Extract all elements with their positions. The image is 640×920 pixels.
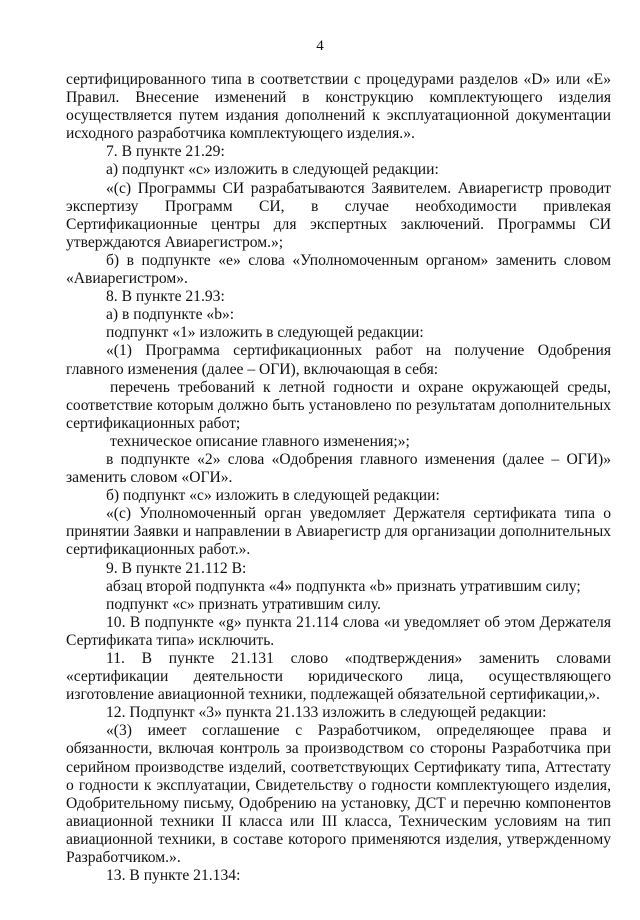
paragraph: техническое описание главного изменения;»;: [110, 432, 410, 450]
paragraph: б) в подпункте «e» слова «Уполномоченным органом» заменить словом «Авиарегистром».: [66, 251, 611, 288]
paragraph: 10. В подпункте «g» пункта 21.114 слова «и уведомляет об этом Держателя Сертификата типа» исключить.: [66, 613, 611, 649]
document-body: [66, 71, 611, 885]
paragraph: 8. В пункте 21.93:: [106, 288, 225, 306]
paragraph: абзац второй подпункта «4» подпункта «b» признать утратившим силу;: [106, 577, 581, 595]
paragraph: «(3) имеет соглашение с Разработчиком, определяющее права и обязанности, включая контроль за производством со стороны Разработчика при серийном производстве изделий, соответствующих Сертификату типа, Аттестату о годности к эксплуатации, Свидетельству о годности комплектующего изделия, Одобрительному письму, Одобрению на установку, ДСТ и перечню компонентов авиационной техники II класса или III класса, Техническим условиям на тип авиационной техники, в составе которого применяются изделия, утвержденному Разработчиком.».: [66, 722, 611, 867]
paragraph: «(c) Уполномоченный орган уведомляет Держателя сертификата типа о принятии Заявки и направлении в Авиарегистр для организации дополнительных сертификационных работ.».: [66, 505, 611, 559]
paragraph: подпункт «c» признать утратившим силу.: [106, 595, 381, 613]
paragraph: сертифицированного типа в соответствии с процедурами разделов «D» или «E» Правил. Внесение изменений в конструкцию комплектующего изделия осуществляется путем издания дополнений к эксплуатационной документации исходного разработчика комплектующего изделия.».: [66, 71, 611, 143]
paragraph: б) подпункт «c» изложить в следующей редакции:: [106, 487, 440, 505]
paragraph: 7. В пункте 21.29:: [106, 143, 225, 161]
paragraph: а) подпункт «c» изложить в следующей редакции:: [106, 161, 439, 179]
paragraph: а) в подпункте «b»:: [106, 306, 235, 324]
paragraph: «(1) Программа сертификационных работ на получение Одобрения главного изменения (далее – ОГИ), включающая в себя:: [66, 342, 611, 378]
paragraph: 9. В пункте 21.112 B:: [106, 559, 247, 577]
page-number: 4: [316, 38, 324, 54]
paragraph: 13. В пункте 21.134:: [106, 867, 241, 885]
paragraph: в подпункте «2» слова «Одобрения главного изменения (далее – ОГИ)» заменить словом «ОГИ».: [66, 450, 611, 487]
paragraph: «(c) Программы СИ разрабатываются Заявителем. Авиарегистр проводит экспертизу Программ СИ, в случае необходимости привлекая Сертификационные центры для экспертных заключений. Программы СИ утверждаются Авиарегистром.»;: [66, 179, 611, 251]
paragraph: 12. Подпункт «3» пункта 21.133 изложить в следующей редакции:: [106, 704, 547, 722]
paragraph: подпункт «1» изложить в следующей редакции:: [106, 324, 424, 342]
paragraph: перечень требований к летной годности и охране окружающей среды, соответствие которым должно быть установлено по результатам дополнительных сертификационных работ;: [66, 378, 611, 432]
paragraph: 11. В пункте 21.131 слово «подтверждения» заменить словами «сертификации деятельности юридического лица, осуществляющего изготовление авиационной техники, подлежащей обязательной сертификации,».: [66, 650, 611, 704]
